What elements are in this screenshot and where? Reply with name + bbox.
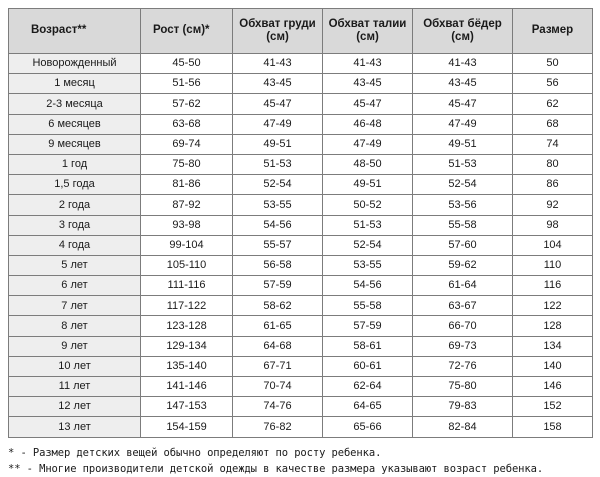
cell-hips: 41-43 — [413, 54, 513, 74]
cell-chest: 64-68 — [233, 336, 323, 356]
cell-waist: 50-52 — [323, 195, 413, 215]
cell-height: 75-80 — [141, 154, 233, 174]
column-header-height: Рост (см)* — [141, 9, 233, 54]
cell-chest: 56-58 — [233, 255, 323, 275]
cell-waist: 43-45 — [323, 74, 413, 94]
cell-chest: 67-71 — [233, 356, 323, 376]
cell-age: 1 месяц — [9, 74, 141, 94]
cell-waist: 46-48 — [323, 114, 413, 134]
cell-waist: 49-51 — [323, 175, 413, 195]
table-row — [9, 397, 593, 417]
cell-height: 154-159 — [141, 417, 233, 437]
table-row — [9, 134, 593, 154]
cell-chest: 49-51 — [233, 134, 323, 154]
cell-waist: 52-54 — [323, 235, 413, 255]
cell-size: 116 — [513, 276, 593, 296]
cell-chest: 41-43 — [233, 54, 323, 74]
cell-waist: 58-61 — [323, 336, 413, 356]
cell-chest: 74-76 — [233, 397, 323, 417]
cell-chest: 47-49 — [233, 114, 323, 134]
cell-chest: 52-54 — [233, 175, 323, 195]
cell-hips: 82-84 — [413, 417, 513, 437]
cell-age: 2 года — [9, 195, 141, 215]
cell-waist: 57-59 — [323, 316, 413, 336]
cell-size: 122 — [513, 296, 593, 316]
column-header-age: Возраст** — [9, 9, 141, 54]
cell-height: 51-56 — [141, 74, 233, 94]
cell-size: 98 — [513, 215, 593, 235]
cell-hips: 61-64 — [413, 276, 513, 296]
cell-waist: 53-55 — [323, 255, 413, 275]
table-row — [9, 336, 593, 356]
cell-chest: 43-45 — [233, 74, 323, 94]
footnote-single-asterisk: * - Размер детских вещей обычно определяют по росту ребенка. — [8, 446, 382, 459]
cell-size: 68 — [513, 114, 593, 134]
cell-size: 140 — [513, 356, 593, 376]
cell-size: 56 — [513, 74, 593, 94]
cell-hips: 63-67 — [413, 296, 513, 316]
cell-height: 81-86 — [141, 175, 233, 195]
cell-waist: 55-58 — [323, 296, 413, 316]
cell-age: 9 месяцев — [9, 134, 141, 154]
cell-height: 147-153 — [141, 397, 233, 417]
table-row — [9, 114, 593, 134]
cell-size: 86 — [513, 175, 593, 195]
cell-waist: 51-53 — [323, 215, 413, 235]
cell-size: 104 — [513, 235, 593, 255]
cell-waist: 45-47 — [323, 94, 413, 114]
cell-age: 12 лет — [9, 397, 141, 417]
table-row — [9, 235, 593, 255]
cell-hips: 51-53 — [413, 154, 513, 174]
cell-age: 5 лет — [9, 255, 141, 275]
cell-height: 45-50 — [141, 54, 233, 74]
table-row — [9, 175, 593, 195]
table-row — [9, 54, 593, 74]
cell-waist: 41-43 — [323, 54, 413, 74]
cell-waist: 64-65 — [323, 397, 413, 417]
cell-height: 63-68 — [141, 114, 233, 134]
cell-hips: 57-60 — [413, 235, 513, 255]
cell-hips: 52-54 — [413, 175, 513, 195]
cell-age: 10 лет — [9, 356, 141, 376]
cell-height: 57-62 — [141, 94, 233, 114]
cell-age: 1,5 года — [9, 175, 141, 195]
table-row — [9, 195, 593, 215]
table-body — [9, 54, 593, 438]
cell-hips: 79-83 — [413, 397, 513, 417]
cell-height: 141-146 — [141, 377, 233, 397]
cell-size: 110 — [513, 255, 593, 275]
cell-chest: 61-65 — [233, 316, 323, 336]
cell-waist: 65-66 — [323, 417, 413, 437]
cell-height: 87-92 — [141, 195, 233, 215]
cell-height: 129-134 — [141, 336, 233, 356]
cell-age: 1 год — [9, 154, 141, 174]
cell-size: 80 — [513, 154, 593, 174]
cell-age: 9 лет — [9, 336, 141, 356]
table-row — [9, 296, 593, 316]
table-row — [9, 316, 593, 336]
table-header-row — [9, 9, 593, 54]
table-row — [9, 276, 593, 296]
cell-age: 7 лет — [9, 296, 141, 316]
cell-age: 13 лет — [9, 417, 141, 437]
table-row — [9, 255, 593, 275]
cell-chest: 53-55 — [233, 195, 323, 215]
cell-height: 93-98 — [141, 215, 233, 235]
childrens-size-table — [8, 8, 593, 438]
table-row — [9, 74, 593, 94]
cell-hips: 55-58 — [413, 215, 513, 235]
cell-waist: 62-64 — [323, 377, 413, 397]
cell-waist: 48-50 — [323, 154, 413, 174]
cell-chest: 57-59 — [233, 276, 323, 296]
cell-hips: 66-70 — [413, 316, 513, 336]
cell-age: 2-3 месяца — [9, 94, 141, 114]
cell-size: 152 — [513, 397, 593, 417]
cell-hips: 53-56 — [413, 195, 513, 215]
footnotes — [8, 445, 592, 477]
cell-hips: 49-51 — [413, 134, 513, 154]
cell-hips: 43-45 — [413, 74, 513, 94]
cell-hips: 45-47 — [413, 94, 513, 114]
cell-chest: 58-62 — [233, 296, 323, 316]
cell-height: 135-140 — [141, 356, 233, 376]
column-header-hips: Обхват бёдер (см) — [413, 9, 513, 54]
cell-hips: 59-62 — [413, 255, 513, 275]
column-header-chest: Обхват груди (см) — [233, 9, 323, 54]
cell-size: 92 — [513, 195, 593, 215]
cell-age: 8 лет — [9, 316, 141, 336]
cell-size: 74 — [513, 134, 593, 154]
table-row — [9, 94, 593, 114]
footnote-double-asterisk: ** - Многие производители детской одежды в качестве размера указывают возраст ребенка. — [8, 462, 544, 475]
cell-age: 3 года — [9, 215, 141, 235]
cell-waist: 60-61 — [323, 356, 413, 376]
cell-chest: 45-47 — [233, 94, 323, 114]
cell-chest: 76-82 — [233, 417, 323, 437]
table-row — [9, 417, 593, 437]
cell-chest: 70-74 — [233, 377, 323, 397]
cell-hips: 72-76 — [413, 356, 513, 376]
cell-height: 123-128 — [141, 316, 233, 336]
cell-size: 128 — [513, 316, 593, 336]
column-header-size: Размер — [513, 9, 593, 54]
table-row — [9, 377, 593, 397]
cell-height: 111-116 — [141, 276, 233, 296]
cell-hips: 69-73 — [413, 336, 513, 356]
table-row — [9, 215, 593, 235]
cell-waist: 47-49 — [323, 134, 413, 154]
cell-age: Новорожденный — [9, 54, 141, 74]
cell-size: 158 — [513, 417, 593, 437]
cell-height: 99-104 — [141, 235, 233, 255]
cell-age: 4 года — [9, 235, 141, 255]
cell-chest: 51-53 — [233, 154, 323, 174]
cell-size: 146 — [513, 377, 593, 397]
column-header-waist: Обхват талии (см) — [323, 9, 413, 54]
cell-size: 134 — [513, 336, 593, 356]
cell-height: 69-74 — [141, 134, 233, 154]
cell-chest: 54-56 — [233, 215, 323, 235]
cell-height: 117-122 — [141, 296, 233, 316]
cell-size: 50 — [513, 54, 593, 74]
table-row — [9, 356, 593, 376]
cell-chest: 55-57 — [233, 235, 323, 255]
table-row — [9, 154, 593, 174]
cell-size: 62 — [513, 94, 593, 114]
cell-hips: 75-80 — [413, 377, 513, 397]
cell-age: 6 месяцев — [9, 114, 141, 134]
table-header — [9, 9, 593, 54]
cell-age: 6 лет — [9, 276, 141, 296]
cell-waist: 54-56 — [323, 276, 413, 296]
cell-height: 105-110 — [141, 255, 233, 275]
cell-hips: 47-49 — [413, 114, 513, 134]
cell-age: 11 лет — [9, 377, 141, 397]
